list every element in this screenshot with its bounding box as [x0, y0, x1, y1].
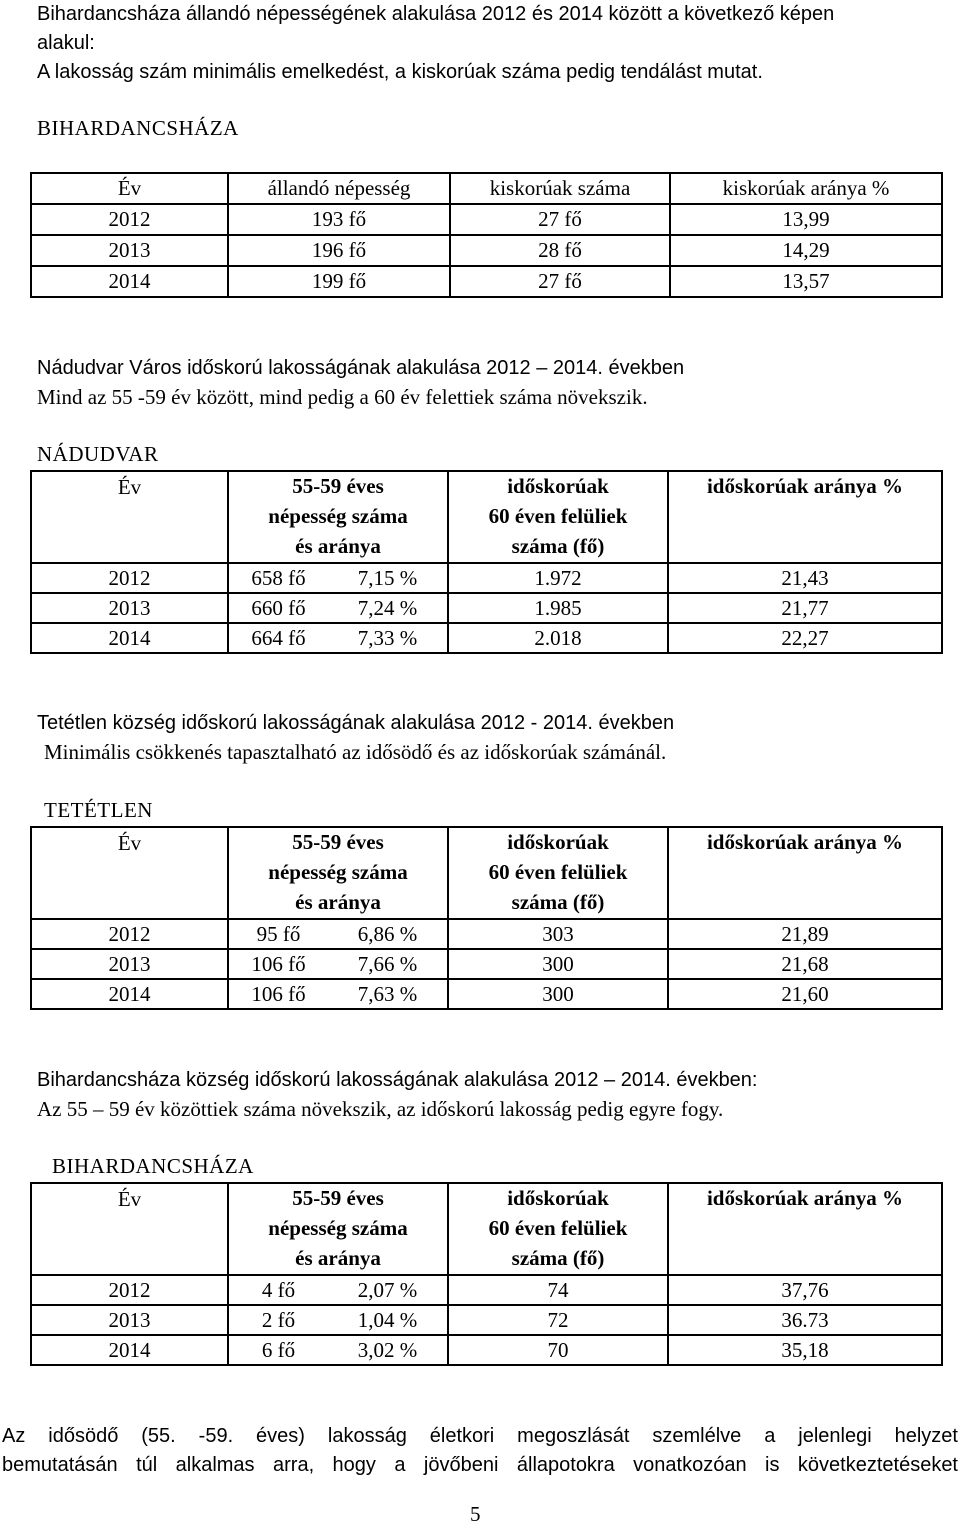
table1-header-population: állandó népesség [228, 173, 450, 204]
cell-year: 2012 [31, 563, 228, 593]
table2-header-pop-1: 55-59 éves [228, 471, 448, 502]
cell-ratio: 21,43 [668, 563, 942, 593]
closing-line-1: Az idősödő (55. -59. éves) lakosság életkori megoszlását szemlélve a jelenlegi helyzet [2, 1425, 958, 1447]
cell-ratio: 21,77 [668, 593, 942, 623]
table1-header-minors: kiskorúak száma [450, 173, 670, 204]
table4-header-year: Év [31, 1183, 228, 1275]
cell-elderly: 303 [448, 919, 668, 949]
table4-header-pop-2: népesség száma [228, 1214, 448, 1244]
table2-header-row [31, 471, 942, 502]
cell-count: 664 fő [228, 623, 328, 653]
cell-pct: 7,66 % [328, 949, 448, 979]
cell-count: 4 fő [228, 1275, 328, 1305]
cell-count: 660 fő [228, 593, 328, 623]
table-row [31, 919, 942, 949]
table-row [31, 1335, 942, 1365]
table3-title: TETÉTLEN [44, 798, 153, 822]
table-row [31, 593, 942, 623]
table2-header-pop-3: és aránya [228, 532, 448, 563]
cell-ratio: 35,18 [668, 1335, 942, 1365]
table4-header-old-2: 60 éven felüliek [448, 1214, 668, 1244]
cell-year: 2014 [31, 1335, 228, 1365]
table1-header-year: Év [31, 173, 228, 204]
table3-header-pop-3: és aránya [228, 888, 448, 919]
section4-line-1: Bihardancsháza község időskorú lakosságának alakulása 2012 – 2014. években: [37, 1069, 758, 1091]
table3-header-year: Év [31, 827, 228, 919]
cell-year: 2014 [31, 623, 228, 653]
cell-count: 106 fő [228, 949, 328, 979]
section3-line-1: Tetétlen község időskorú lakosságának alakulása 2012 - 2014. években [37, 712, 675, 734]
table4-header-row [31, 1183, 942, 1214]
table-row [31, 1305, 942, 1335]
cell-elderly: 72 [448, 1305, 668, 1335]
cell-year: 2012 [31, 919, 228, 949]
cell-year: 2012 [31, 204, 228, 235]
table2-title: NÁDUDVAR [37, 442, 159, 466]
table3-header-pop-1: 55-59 éves [228, 827, 448, 858]
cell-ratio: 21,68 [668, 949, 942, 979]
table3-header-old-1: időskorúak [448, 827, 668, 858]
cell-elderly: 1.972 [448, 563, 668, 593]
cell-count: 106 fő [228, 979, 328, 1009]
cell-pct: 7,33 % [328, 623, 448, 653]
cell-elderly: 300 [448, 949, 668, 979]
table2-header-ratio: időskorúak aránya % [668, 471, 942, 563]
cell-minors-ratio: 14,29 [670, 235, 942, 266]
table-row [31, 1275, 942, 1305]
cell-pct: 7,15 % [328, 563, 448, 593]
table3-header-pop-2: népesség száma [228, 858, 448, 888]
table4-header-old-1: időskorúak [448, 1183, 668, 1214]
cell-count: 95 fő [228, 919, 328, 949]
cell-ratio: 22,27 [668, 623, 942, 653]
cell-ratio: 36.73 [668, 1305, 942, 1335]
table4-header-pop-1: 55-59 éves [228, 1183, 448, 1214]
cell-pct: 6,86 % [328, 919, 448, 949]
table-row [31, 235, 942, 266]
table-row [31, 949, 942, 979]
table-row [31, 563, 942, 593]
table3-header-row [31, 827, 942, 858]
table1-title: BIHARDANCSHÁZA [37, 116, 239, 140]
cell-year: 2013 [31, 593, 228, 623]
cell-elderly: 2.018 [448, 623, 668, 653]
cell-elderly: 300 [448, 979, 668, 1009]
cell-minors: 28 fő [450, 235, 670, 266]
cell-year: 2013 [31, 949, 228, 979]
cell-elderly: 1.985 [448, 593, 668, 623]
cell-pct: 3,02 % [328, 1335, 448, 1365]
table3-header-ratio: időskorúak aránya % [668, 827, 942, 919]
intro-line-3: A lakosság szám minimális emelkedést, a kiskorúak száma pedig tendálást mutat. [37, 61, 763, 83]
table2-header-old-3: száma (fő) [448, 532, 668, 563]
cell-elderly: 74 [448, 1275, 668, 1305]
cell-count: 6 fő [228, 1335, 328, 1365]
cell-pct: 7,24 % [328, 593, 448, 623]
table-row [31, 623, 942, 653]
table-row [31, 266, 942, 297]
table2-elderly [30, 470, 943, 654]
table1-header-minors-ratio: kiskorúak aránya % [670, 173, 942, 204]
section3-line-2: Minimális csökkenés tapasztalható az idősödő és az időskorúak számánál. [44, 740, 667, 764]
cell-year: 2012 [31, 1275, 228, 1305]
intro-paragraph [37, 0, 922, 87]
table4-title: BIHARDANCSHÁZA [52, 1154, 254, 1178]
table2-header-pop-2: népesség száma [228, 502, 448, 532]
table2-header-year: Év [31, 471, 228, 563]
cell-minors: 27 fő [450, 204, 670, 235]
cell-year: 2013 [31, 235, 228, 266]
cell-minors-ratio: 13,57 [670, 266, 942, 297]
cell-pct: 1,04 % [328, 1305, 448, 1335]
cell-pct: 2,07 % [328, 1275, 448, 1305]
cell-elderly: 70 [448, 1335, 668, 1365]
table-row [31, 979, 942, 1009]
cell-ratio: 21,89 [668, 919, 942, 949]
cell-minors-ratio: 13,99 [670, 204, 942, 235]
intro-line-1: Bihardancsháza állandó népességének alakulása 2012 és 2014 között a következő képen [37, 3, 835, 25]
section4-line-2: Az 55 – 59 év közöttiek száma növekszik, az időskorú lakosság pedig egyre fogy. [37, 1097, 724, 1121]
table1-population [30, 172, 943, 298]
table1-header-row [31, 173, 942, 204]
table-row [31, 204, 942, 235]
table3-header-old-3: száma (fő) [448, 888, 668, 919]
intro-line-2: alakul: [37, 32, 95, 54]
cell-ratio: 21,60 [668, 979, 942, 1009]
closing-line-2: bemutatásán túl alkalmas arra, hogy a jövőbeni állapotokra vonatkozóan is következtetéseket [2, 1454, 958, 1476]
cell-year: 2014 [31, 266, 228, 297]
cell-count: 2 fő [228, 1305, 328, 1335]
cell-population: 199 fő [228, 266, 450, 297]
cell-count: 658 fő [228, 563, 328, 593]
section2-line-2: Mind az 55 -59 év között, mind pedig a 60 év felettiek száma növekszik. [37, 385, 648, 409]
table4-elderly [30, 1182, 943, 1366]
cell-year: 2013 [31, 1305, 228, 1335]
cell-year: 2014 [31, 979, 228, 1009]
table4-header-pop-3: és aránya [228, 1244, 448, 1275]
cell-population: 196 fő [228, 235, 450, 266]
table3-elderly [30, 826, 943, 1010]
table4-header-old-3: száma (fő) [448, 1244, 668, 1275]
table2-header-old-1: időskorúak [448, 471, 668, 502]
cell-minors: 27 fő [450, 266, 670, 297]
cell-population: 193 fő [228, 204, 450, 235]
cell-pct: 7,63 % [328, 979, 448, 1009]
section2-line-1: Nádudvar Város időskorú lakosságának alakulása 2012 – 2014. években [37, 357, 685, 379]
table3-header-old-2: 60 éven felüliek [448, 858, 668, 888]
page-number: 5 [470, 1502, 481, 1526]
table2-header-old-2: 60 éven felüliek [448, 502, 668, 532]
table4-header-ratio: időskorúak aránya % [668, 1183, 942, 1275]
cell-ratio: 37,76 [668, 1275, 942, 1305]
